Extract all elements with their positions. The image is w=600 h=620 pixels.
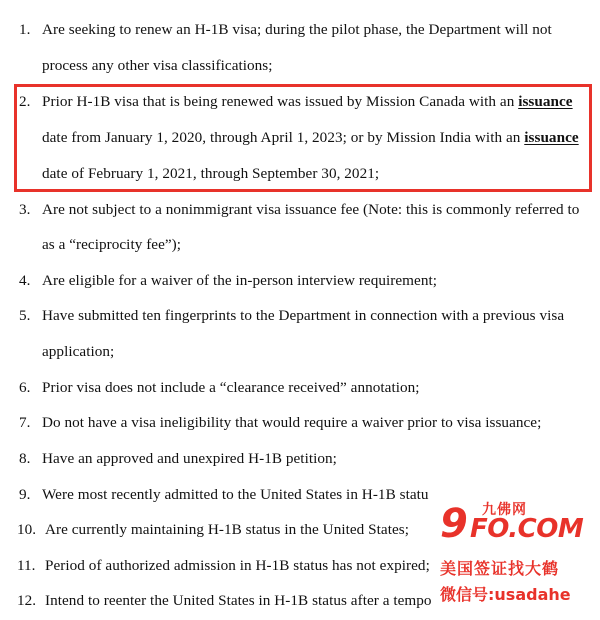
item-2-line-2-text: date from January 1, 2020, through April 1, 2023; or by Mission India with an bbox=[42, 129, 525, 146]
item-5-line-2: application; bbox=[42, 343, 115, 360]
issuance-emphasis: issuance bbox=[524, 129, 579, 146]
item-3-line-2: as a “reciprocity fee”); bbox=[42, 236, 182, 253]
item-6-line-1: Prior visa does not include a “clearance received” annotation; bbox=[42, 379, 420, 396]
item-11-line-1: Period of authorized admission in H-1B status has not expired; bbox=[45, 557, 430, 574]
item-8-line-1: Have an approved and unexpired H-1B petition; bbox=[42, 450, 337, 467]
item-5-line-1: Have submitted ten fingerprints to the Department in connection with a previous visa bbox=[42, 307, 565, 324]
item-2-line-1-text: Prior H-1B visa that is being renewed was issued by Mission Canada with an bbox=[42, 93, 519, 110]
item-number: 8. bbox=[19, 450, 31, 467]
watermark-line-2: 微信号:usadahe bbox=[440, 585, 571, 604]
item-10-line-1: Are currently maintaining H-1B status in the United States; bbox=[45, 521, 410, 538]
item-number: 6. bbox=[19, 379, 31, 396]
watermark-line-1: 美国签证找大鹤 bbox=[440, 559, 560, 578]
item-7-line-1: Do not have a visa ineligibility that would require a waiver prior to visa issuance; bbox=[42, 414, 542, 431]
issuance-emphasis: issuance bbox=[518, 93, 573, 110]
item-number: 4. bbox=[19, 272, 31, 289]
item-number: 10. bbox=[17, 521, 36, 538]
item-9-line-1: Were most recently admitted to the United States in H-1B statu bbox=[42, 486, 429, 503]
item-number: 1. bbox=[19, 21, 31, 38]
item-4-line-1: Are eligible for a waiver of the in-person interview requirement; bbox=[42, 272, 438, 289]
item-number: 7. bbox=[19, 414, 31, 431]
item-number: 12. bbox=[17, 592, 36, 609]
watermark-logo-text: FO.COM bbox=[470, 514, 584, 544]
item-3-line-1: Are not subject to a nonimmigrant visa issuance fee (Note: this is commonly referred to bbox=[42, 201, 580, 218]
item-1-line-1: Are seeking to renew an H-1B visa; during the pilot phase, the Department will not bbox=[42, 21, 552, 38]
item-number: 11. bbox=[17, 557, 36, 574]
item-2-line-3: date of February 1, 2021, through September 30, 2021; bbox=[42, 165, 380, 182]
watermark-cn-top: 九佛网 bbox=[482, 502, 527, 518]
item-2-line-2 bbox=[42, 129, 579, 147]
watermark-logo-9: 9 bbox=[440, 501, 468, 547]
item-number: 9. bbox=[19, 486, 31, 503]
item-2-line-1 bbox=[42, 93, 573, 111]
item-number: 3. bbox=[19, 201, 31, 218]
item-number: 5. bbox=[19, 307, 31, 324]
item-1-line-2: process any other visa classifications; bbox=[42, 57, 273, 74]
item-12-line-1: Intend to reenter the United States in H-1B status after a tempo bbox=[45, 592, 432, 609]
watermark-logo bbox=[440, 500, 600, 556]
item-number: 2. bbox=[19, 93, 31, 110]
